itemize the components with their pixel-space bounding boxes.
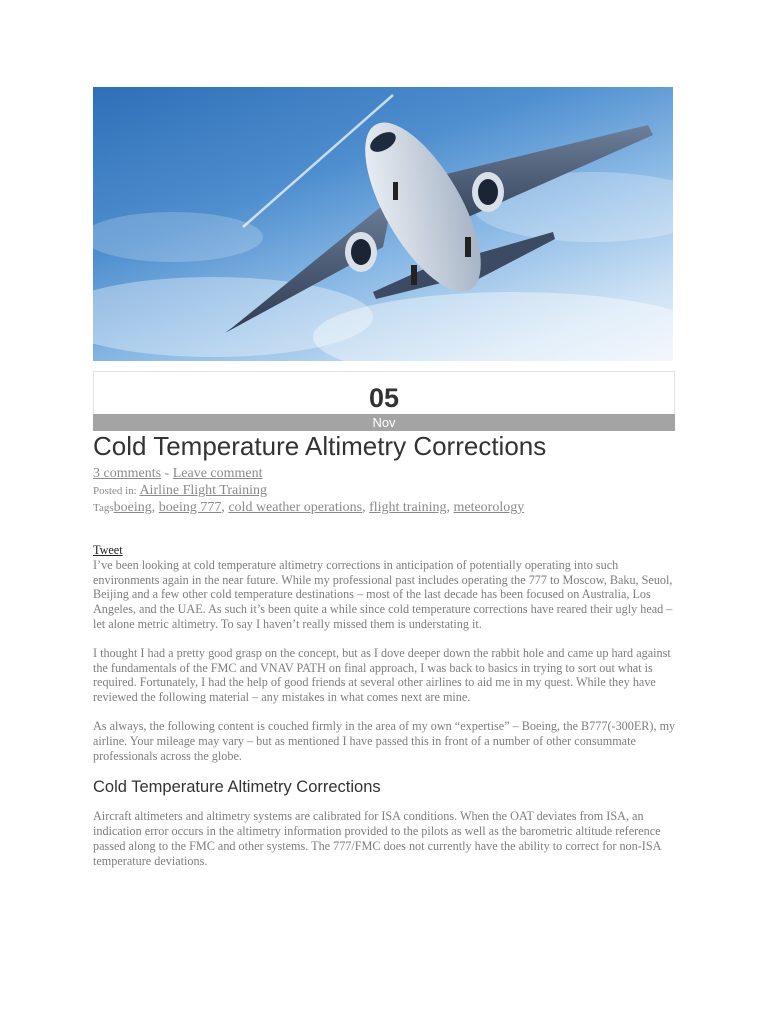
comments-link[interactable]: 3 comments — [93, 466, 162, 481]
post-tags-line: Tagsboeing, boeing 777, cold weather operations, flight training, meteorology — [93, 500, 525, 515]
post-date-day: 05 — [368, 383, 400, 413]
section-heading: Cold Temperature Altimetry Corrections — [93, 778, 381, 797]
post-paragraph-2: I thought I had a pretty good grasp on the concept, but as I dove deeper down the rabbit hole and came up hard against the fundamentals of the FMC and VNAV PATH on final approach, I was back to basics in trying to sort out what is required. Fortunately, I had the help of good friends at several other airlines to aid me in my quest. While they have reviewed the following material – any mistakes in what comes next are mine. — [93, 645, 671, 705]
airplane-illustration — [93, 87, 673, 361]
hero-airplane-image — [93, 87, 673, 361]
tag-link-cold-weather-operations[interactable]: cold weather operations — [228, 500, 363, 515]
category-link[interactable]: Airline Flight Training — [139, 483, 268, 498]
meta-separator: - — [161, 466, 173, 481]
tags-label: Tags — [93, 502, 114, 514]
post-comments-line — [93, 465, 693, 482]
tag-link-flight-training[interactable]: flight training — [369, 500, 447, 515]
posted-in-label: Posted in: — [93, 485, 137, 497]
post-title: Cold Temperature Altimetry Corrections — [93, 431, 547, 461]
post-content — [93, 543, 677, 883]
tag-link-boeing-777[interactable]: boeing 777 — [158, 500, 222, 515]
tag-link-boeing[interactable]: boeing — [113, 500, 152, 515]
post-date-month: Nov — [93, 414, 675, 431]
tweet-link[interactable]: Tweet — [93, 543, 123, 557]
post-paragraph-1: I’ve been looking at cold temperature altimetry corrections in anticipation of potentially operating into such environments again in the near future. While my professional past includes operating the 777 to Moscow, Baku, Seuol, Beijing and a few other cold temperature destinations – most of the last decade has been focused on Australia, Los Angeles, and the UAE. As such it’s been quite a while since cold temperature corrections have reared their ugly head – let alone metric altimetry. To say I haven’t really missed them is understating it. — [93, 557, 673, 631]
post-category-line — [93, 482, 693, 500]
tag-link-meteorology[interactable]: meteorology — [453, 500, 525, 515]
section-paragraph: Aircraft altimeters and altimetry systems are calibrated for ISA conditions. When the OAT deviates from ISA, an indication error occurs in the altimetry information provided to the pilots as well as the barometric altitude reference passed along to the FMC and other systems. The 777/FMC does not currently have the ability to correct for non-ISA temperature deviations. — [93, 809, 661, 868]
leave-comment-link[interactable]: Leave comment — [172, 466, 263, 481]
post-paragraph-3: As always, the following content is couched firmly in the area of my own “expertise” – Boeing, the B777(-300ER), my airline. Your mileage may vary – but as mentioned I have passed this in front of a number of other consummate professionals across the globe. — [93, 718, 676, 763]
post-date-box — [93, 371, 675, 414]
